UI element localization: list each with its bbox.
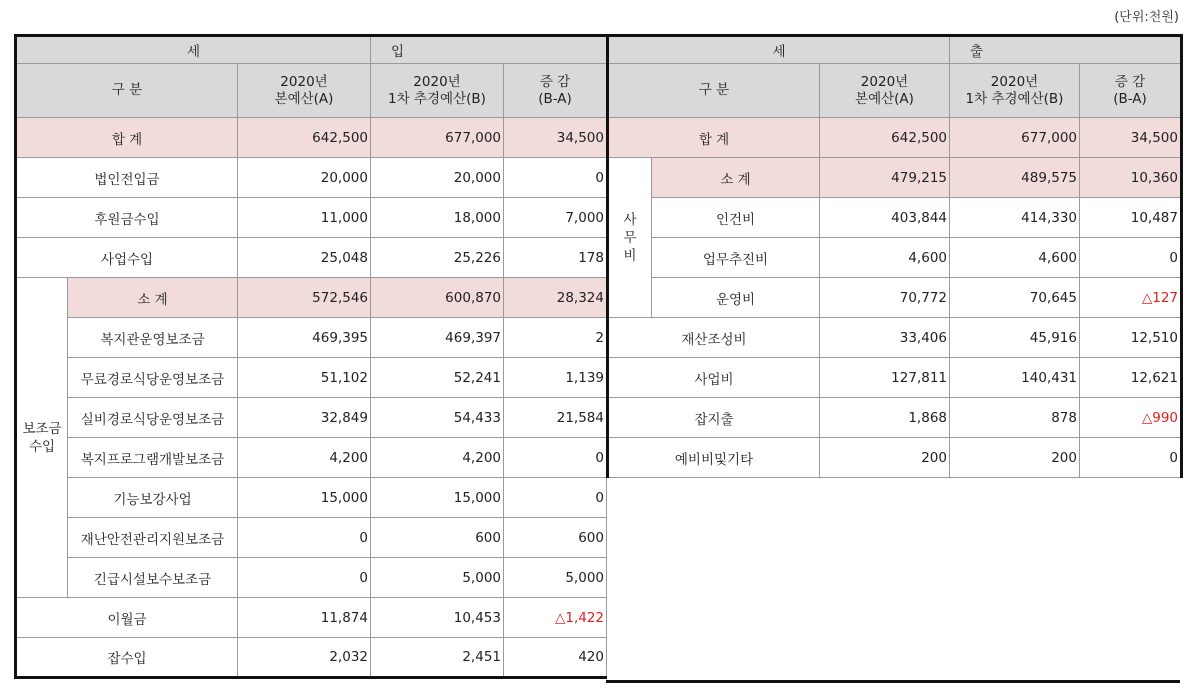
revenue-category-header: 구 분 <box>16 64 238 118</box>
revenue-col-d-header: 증 감 (B-A) <box>504 64 607 118</box>
value-a: 20,000 <box>238 158 371 198</box>
value-d: 600 <box>504 518 607 558</box>
value-a: 11,000 <box>238 198 371 238</box>
row-label: 업무추진비 <box>652 238 820 278</box>
value-a: 15,000 <box>238 478 371 518</box>
table-row <box>16 398 607 438</box>
expense-col-a-header: 2020년 본예산(A) <box>820 64 950 118</box>
expense-header-sub: 출 <box>950 36 1182 64</box>
value-a: 11,874 <box>238 598 371 638</box>
expense-col-d-header: 증 감 (B-A) <box>1080 64 1182 118</box>
row-label: 운영비 <box>652 278 820 318</box>
expense-bottom-border <box>606 680 1180 683</box>
value-b: 70,645 <box>950 278 1080 318</box>
value-d-negative: △990 <box>1080 398 1182 438</box>
row-label: 인건비 <box>652 198 820 238</box>
table-row <box>16 198 607 238</box>
expense-header-main: 세 <box>608 36 950 64</box>
table-row <box>16 638 607 678</box>
row-label: 실비경로식당운영보조금 <box>68 398 238 438</box>
value-a: 479,215 <box>820 158 950 198</box>
value-d: 0 <box>504 158 607 198</box>
subsidy-subtotal-row <box>16 278 607 318</box>
row-label: 잡수입 <box>16 638 238 678</box>
row-label: 복지관운영보조금 <box>68 318 238 358</box>
office-group-label: 사 무 비 <box>608 158 652 318</box>
value-b: 45,916 <box>950 318 1080 358</box>
table-row <box>16 558 607 598</box>
table-row <box>16 358 607 398</box>
value-a: 4,600 <box>820 238 950 278</box>
revenue-total-a: 642,500 <box>238 118 371 158</box>
value-b: 414,330 <box>950 198 1080 238</box>
value-a: 33,406 <box>820 318 950 358</box>
expense-category-header: 구 분 <box>608 64 820 118</box>
value-b: 52,241 <box>371 358 504 398</box>
expense-total-row <box>608 118 1182 158</box>
value-d: 0 <box>1080 238 1182 278</box>
row-label: 소 계 <box>652 158 820 198</box>
revenue-header-sub: 입 <box>371 36 607 64</box>
value-a: 2,032 <box>238 638 371 678</box>
revenue-total-label: 합 계 <box>16 118 238 158</box>
row-label: 사업수입 <box>16 238 238 278</box>
value-d: 7,000 <box>504 198 607 238</box>
table-row <box>608 198 1182 238</box>
office-subtotal-row <box>608 158 1182 198</box>
value-d: 28,324 <box>504 278 607 318</box>
value-d-negative: △1,422 <box>504 598 607 638</box>
row-label: 법인전입금 <box>16 158 238 198</box>
value-b: 54,433 <box>371 398 504 438</box>
value-b: 600 <box>371 518 504 558</box>
value-a: 469,395 <box>238 318 371 358</box>
value-d: 12,510 <box>1080 318 1182 358</box>
value-b: 489,575 <box>950 158 1080 198</box>
unit-label: (단위:천원) <box>1114 10 1179 25</box>
value-b: 4,600 <box>950 238 1080 278</box>
value-b: 200 <box>950 438 1080 478</box>
value-b: 20,000 <box>371 158 504 198</box>
value-a: 403,844 <box>820 198 950 238</box>
table-row <box>16 478 607 518</box>
value-b: 25,226 <box>371 238 504 278</box>
value-d: 10,487 <box>1080 198 1182 238</box>
table-row <box>608 358 1182 398</box>
table-row <box>16 438 607 478</box>
value-d: 1,139 <box>504 358 607 398</box>
value-d-negative: △127 <box>1080 278 1182 318</box>
value-b: 4,200 <box>371 438 504 478</box>
expense-table <box>606 34 1183 478</box>
row-label: 복지프로그램개발보조금 <box>68 438 238 478</box>
revenue-table <box>14 34 607 679</box>
value-d: 0 <box>1080 438 1182 478</box>
value-b: 10,453 <box>371 598 504 638</box>
row-label: 무료경로식당운영보조금 <box>68 358 238 398</box>
value-a: 200 <box>820 438 950 478</box>
table-row <box>608 438 1182 478</box>
expense-col-b-header: 2020년 1차 추경예산(B) <box>950 64 1080 118</box>
value-b: 5,000 <box>371 558 504 598</box>
table-row <box>16 318 607 358</box>
expense-total-label: 합 계 <box>608 118 820 158</box>
value-d: 0 <box>504 438 607 478</box>
value-b: 15,000 <box>371 478 504 518</box>
value-b: 18,000 <box>371 198 504 238</box>
value-b: 140,431 <box>950 358 1080 398</box>
revenue-total-d: 34,500 <box>504 118 607 158</box>
value-b: 469,397 <box>371 318 504 358</box>
table-row <box>608 278 1182 318</box>
value-d: 5,000 <box>504 558 607 598</box>
value-a: 51,102 <box>238 358 371 398</box>
value-a: 32,849 <box>238 398 371 438</box>
value-a: 1,868 <box>820 398 950 438</box>
value-a: 572,546 <box>238 278 371 318</box>
table-row <box>16 518 607 558</box>
revenue-col-b-header: 2020년 1차 추경예산(B) <box>371 64 504 118</box>
value-d: 420 <box>504 638 607 678</box>
value-b: 2,451 <box>371 638 504 678</box>
value-d: 12,621 <box>1080 358 1182 398</box>
row-label: 후원금수입 <box>16 198 238 238</box>
value-d: 21,584 <box>504 398 607 438</box>
value-b: 878 <box>950 398 1080 438</box>
row-label: 소 계 <box>68 278 238 318</box>
revenue-col-a-header: 2020년 본예산(A) <box>238 64 371 118</box>
value-a: 4,200 <box>238 438 371 478</box>
revenue-total-b: 677,000 <box>371 118 504 158</box>
table-row <box>16 598 607 638</box>
row-label: 이월금 <box>16 598 238 638</box>
row-label: 기능보강사업 <box>68 478 238 518</box>
value-b: 600,870 <box>371 278 504 318</box>
row-label: 긴급시설보수보조금 <box>68 558 238 598</box>
row-label: 사업비 <box>608 358 820 398</box>
revenue-header-main: 세 <box>16 36 371 64</box>
table-row <box>16 158 607 198</box>
value-a: 0 <box>238 518 371 558</box>
value-d: 10,360 <box>1080 158 1182 198</box>
value-a: 127,811 <box>820 358 950 398</box>
value-d: 2 <box>504 318 607 358</box>
table-row <box>608 318 1182 358</box>
table-row <box>16 238 607 278</box>
revenue-total-row <box>16 118 607 158</box>
expense-total-a: 642,500 <box>820 118 950 158</box>
value-d: 0 <box>504 478 607 518</box>
row-label: 재산조성비 <box>608 318 820 358</box>
value-a: 70,772 <box>820 278 950 318</box>
row-label: 예비비및기타 <box>608 438 820 478</box>
value-a: 0 <box>238 558 371 598</box>
expense-total-d: 34,500 <box>1080 118 1182 158</box>
table-row <box>608 238 1182 278</box>
table-row <box>608 398 1182 438</box>
expense-total-b: 677,000 <box>950 118 1080 158</box>
subsidy-group-label: 보조금 수입 <box>16 278 68 598</box>
row-label: 잡지출 <box>608 398 820 438</box>
value-a: 25,048 <box>238 238 371 278</box>
value-d: 178 <box>504 238 607 278</box>
row-label: 재난안전관리지원보조금 <box>68 518 238 558</box>
